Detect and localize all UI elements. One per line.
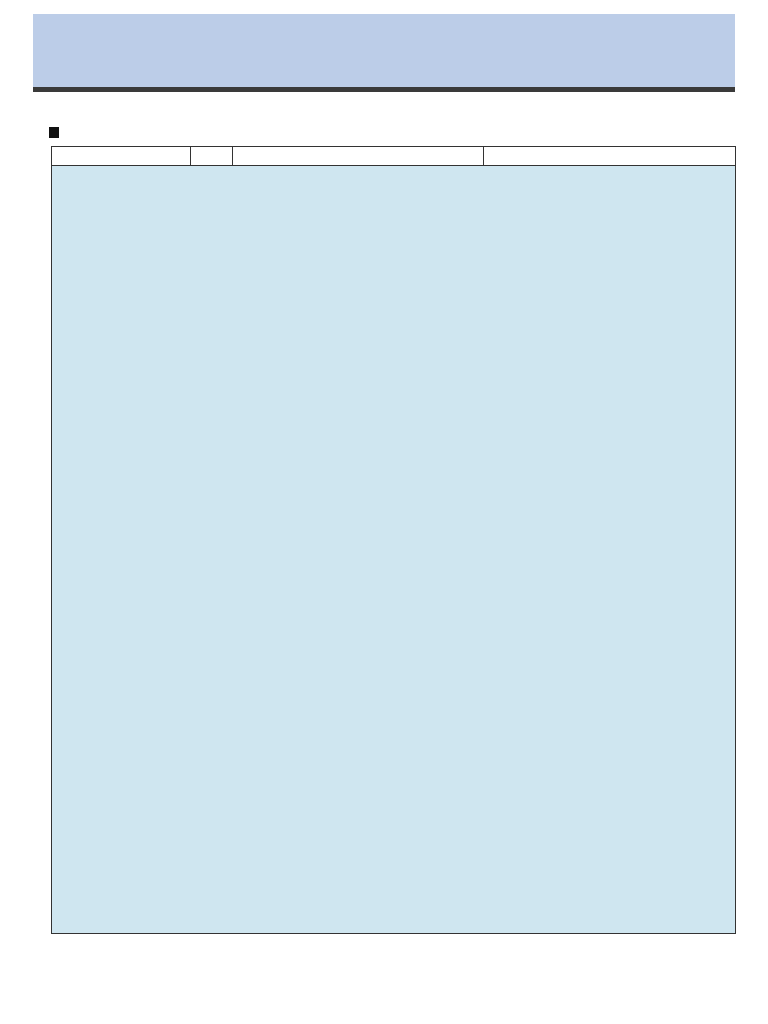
tolerance-table: [51, 146, 736, 934]
col-definition: [233, 147, 484, 165]
col-examples: [484, 147, 735, 165]
col-kind: [52, 147, 191, 165]
col-symbol: [191, 147, 233, 165]
table-header: [52, 147, 735, 166]
bullet-square-icon: [49, 127, 59, 138]
title-banner: [33, 14, 735, 92]
section-heading: [49, 125, 62, 141]
